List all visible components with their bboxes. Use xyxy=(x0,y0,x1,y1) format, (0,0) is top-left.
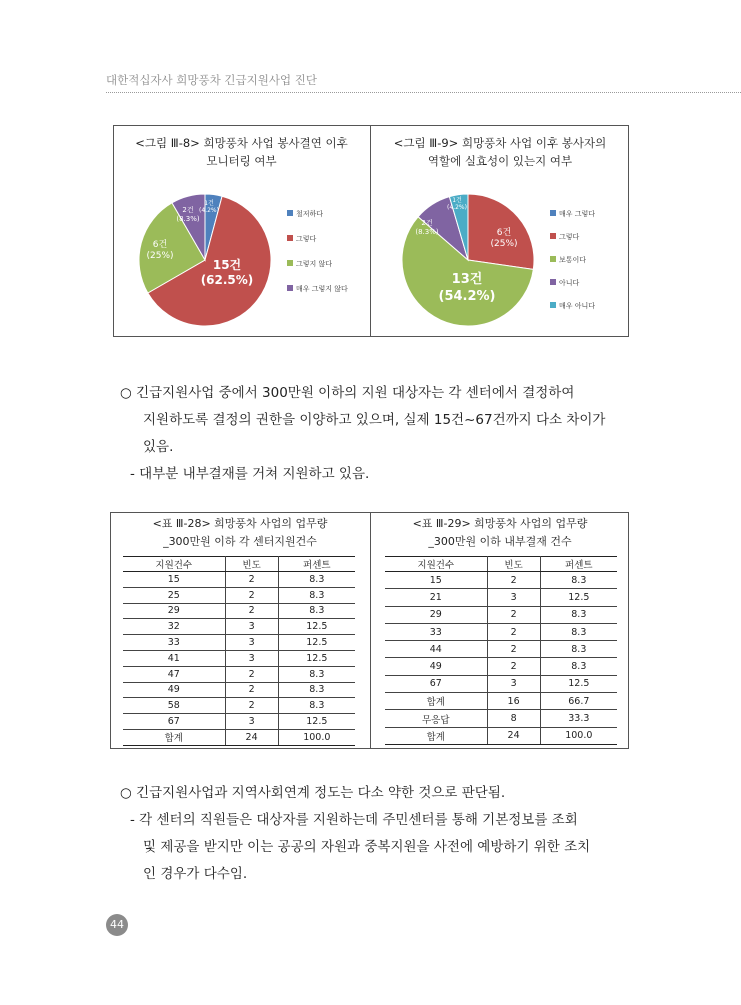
legend-item xyxy=(287,209,359,219)
cell-count: 29 xyxy=(385,606,487,623)
cell-percent: 100.0 xyxy=(278,729,355,745)
legend-item xyxy=(550,278,622,288)
legend-swatch xyxy=(287,260,293,266)
table-row xyxy=(385,572,617,589)
slice-label: (25%) xyxy=(490,239,518,249)
slice-label: 2건 xyxy=(182,206,194,214)
cell-percent: 12.5 xyxy=(540,589,617,606)
table-row xyxy=(123,635,355,651)
cell-count: 33 xyxy=(123,635,225,651)
legend-label: 보통이다 xyxy=(559,256,587,264)
cell-percent: 8.3 xyxy=(278,572,355,588)
header-frequency: 빈도 xyxy=(225,557,278,572)
table-row xyxy=(123,603,355,619)
table-row xyxy=(385,589,617,606)
table-row xyxy=(385,693,617,710)
table-row xyxy=(385,658,617,675)
legend-item xyxy=(287,284,359,294)
paragraph-1-line-2: 지원하도록 결정의 권한을 이양하고 있으며, 실제 15건~67건까지 다소 차이가 xyxy=(143,412,606,428)
cell-percent: 8.3 xyxy=(540,623,617,640)
slice-label: (62.5%) xyxy=(200,273,254,287)
figure-9-legend xyxy=(550,209,622,324)
table-row xyxy=(385,606,617,623)
table-28-title xyxy=(110,515,370,551)
cell-percent: 8.3 xyxy=(278,682,355,698)
pie-chart-figure-8 xyxy=(130,185,280,335)
legend-item xyxy=(550,255,622,265)
cell-percent: 100.0 xyxy=(540,727,617,744)
legend-label: 매우 아니다 xyxy=(559,302,596,310)
slice-label: 2건 xyxy=(421,219,433,227)
cell-frequency: 2 xyxy=(487,623,540,640)
cell-percent: 12.5 xyxy=(278,619,355,635)
legend-swatch xyxy=(550,210,556,216)
legend-swatch xyxy=(550,302,556,308)
cell-count: 41 xyxy=(123,650,225,666)
cell-percent: 12.5 xyxy=(278,714,355,730)
slice-label: 1건 xyxy=(452,197,462,204)
cell-percent: 12.5 xyxy=(278,650,355,666)
table-header-row xyxy=(385,557,617,572)
slice-label: (8.3%) xyxy=(415,228,439,236)
cell-percent: 66.7 xyxy=(540,693,617,710)
legend-label: 매우 그렇지 않다 xyxy=(296,285,348,293)
figure-9-title-line2: 역할에 실효성이 있는지 여부 xyxy=(427,154,573,168)
cell-percent: 8.3 xyxy=(278,603,355,619)
slice-label: (4.2%) xyxy=(199,207,219,214)
cell-count: 합계 xyxy=(385,727,487,744)
header-frequency: 빈도 xyxy=(487,557,540,572)
cell-frequency: 2 xyxy=(487,572,540,589)
pie-chart-figure-9 xyxy=(393,185,543,335)
paragraph-2-line-2: - 각 센터의 직원들은 대상자를 지원하는데 주민센터를 통해 기본정보를 조회 xyxy=(130,812,578,828)
cell-frequency: 16 xyxy=(487,693,540,710)
paragraph-community-link xyxy=(120,780,640,888)
cell-count: 21 xyxy=(385,589,487,606)
cell-count: 44 xyxy=(385,641,487,658)
legend-item xyxy=(550,209,622,219)
cell-count: 15 xyxy=(123,572,225,588)
cell-percent: 8.3 xyxy=(278,666,355,682)
table-header-row xyxy=(123,557,355,572)
cell-count: 합계 xyxy=(385,693,487,710)
cell-count: 33 xyxy=(385,623,487,640)
paragraph-2-line-4: 인 경우가 다수임. xyxy=(143,866,248,882)
cell-frequency: 24 xyxy=(487,727,540,744)
table-row xyxy=(123,682,355,698)
table-row xyxy=(385,727,617,744)
slice-label: 15건 xyxy=(212,258,242,272)
cell-frequency: 2 xyxy=(225,698,278,714)
table-row xyxy=(123,729,355,745)
slice-label: 1건 xyxy=(204,200,214,207)
cell-count: 47 xyxy=(123,666,225,682)
figure-8-title-line2: 모니터링 여부 xyxy=(206,154,277,168)
cell-frequency: 24 xyxy=(225,729,278,745)
legend-label: 아니다 xyxy=(559,279,580,287)
cell-frequency: 2 xyxy=(225,572,278,588)
cell-count: 15 xyxy=(385,572,487,589)
cell-count: 25 xyxy=(123,587,225,603)
cell-frequency: 2 xyxy=(225,603,278,619)
header-percent: 퍼센트 xyxy=(540,557,617,572)
legend-swatch xyxy=(550,256,556,262)
table-28 xyxy=(123,556,355,746)
cell-percent: 12.5 xyxy=(278,635,355,651)
figure-9-title xyxy=(371,134,629,170)
slice-label: (4.2%) xyxy=(447,204,467,211)
cell-count: 32 xyxy=(123,619,225,635)
table-row xyxy=(123,666,355,682)
legend-item xyxy=(287,259,359,269)
cell-percent: 33.3 xyxy=(540,710,617,727)
cell-percent: 8.3 xyxy=(278,698,355,714)
cell-frequency: 2 xyxy=(487,658,540,675)
legend-label: 매우 그렇다 xyxy=(559,210,596,218)
legend-swatch xyxy=(287,210,293,216)
table-row xyxy=(123,619,355,635)
cell-count: 49 xyxy=(385,658,487,675)
paragraph-2-line-3: 및 제공을 받지만 이는 공공의 자원과 중복지원을 사전에 예방하기 위한 조치 xyxy=(143,839,591,855)
cell-count: 합계 xyxy=(123,729,225,745)
table-29 xyxy=(385,556,617,745)
table-29-title-line2: _300만원 이하 내부결재 건수 xyxy=(428,535,572,548)
table-row xyxy=(123,572,355,588)
table-28-title-line2: _300만원 이하 각 센터지원건수 xyxy=(163,535,317,548)
slice-label: (54.2%) xyxy=(438,289,496,304)
table-29-title-line1: <표 Ⅲ-29> 희망풍차 사업의 업무량 xyxy=(412,517,588,530)
slice-label: (25%) xyxy=(146,251,174,261)
paragraph-1-line-4: - 대부분 내부결재를 거쳐 지원하고 있음. xyxy=(130,466,370,482)
cell-frequency: 2 xyxy=(225,666,278,682)
cell-frequency: 2 xyxy=(487,606,540,623)
header-count: 지원건수 xyxy=(123,557,225,572)
header-rule xyxy=(106,92,741,93)
legend-swatch xyxy=(287,285,293,291)
cell-frequency: 3 xyxy=(225,650,278,666)
legend-label: 그렇다 xyxy=(296,235,317,243)
figure-8-title xyxy=(113,134,370,170)
legend-label: 그렇지 않다 xyxy=(296,260,333,268)
slice-label: 13건 xyxy=(451,272,483,287)
cell-count: 49 xyxy=(123,682,225,698)
table-row xyxy=(385,675,617,692)
cell-frequency: 3 xyxy=(225,619,278,635)
running-header: 대한적십자사 희망풍차 긴급지원사업 진단 xyxy=(106,73,317,87)
legend-label: 철저하다 xyxy=(296,210,324,218)
cell-count: 무응답 xyxy=(385,710,487,727)
legend-swatch xyxy=(550,233,556,239)
table-row xyxy=(123,714,355,730)
page-number: 44 xyxy=(106,914,128,936)
table-row xyxy=(123,587,355,603)
legend-item xyxy=(550,232,622,242)
paragraph-1-line-1: ○ 긴급지원사업 중에서 300만원 이하의 지원 대상자는 각 센터에서 결정하여 xyxy=(120,385,575,401)
cell-frequency: 3 xyxy=(487,589,540,606)
legend-label: 그렇다 xyxy=(559,233,580,241)
table-row xyxy=(123,698,355,714)
cell-count: 58 xyxy=(123,698,225,714)
cell-count: 67 xyxy=(385,675,487,692)
header-percent: 퍼센트 xyxy=(278,557,355,572)
table-row xyxy=(385,641,617,658)
cell-percent: 8.3 xyxy=(540,658,617,675)
slice-label: 6건 xyxy=(152,240,168,250)
table-28-title-line1: <표 Ⅲ-28> 희망풍차 사업의 업무량 xyxy=(152,517,328,530)
table-row xyxy=(123,650,355,666)
legend-item xyxy=(550,301,622,311)
cell-frequency: 8 xyxy=(487,710,540,727)
cell-frequency: 2 xyxy=(225,587,278,603)
paragraph-1-line-3: 있음. xyxy=(143,439,174,455)
header-count: 지원건수 xyxy=(385,557,487,572)
cell-frequency: 3 xyxy=(487,675,540,692)
cell-frequency: 2 xyxy=(487,641,540,658)
cell-percent: 8.3 xyxy=(540,606,617,623)
cell-percent: 12.5 xyxy=(540,675,617,692)
cell-frequency: 2 xyxy=(225,682,278,698)
cell-frequency: 3 xyxy=(225,714,278,730)
paragraph-2-line-1: ○ 긴급지원사업과 지역사회연계 정도는 다소 약한 것으로 판단됨. xyxy=(120,785,506,801)
cell-count: 67 xyxy=(123,714,225,730)
cell-count: 29 xyxy=(123,603,225,619)
paragraph-delegation xyxy=(120,380,640,488)
cell-percent: 8.3 xyxy=(540,572,617,589)
figure-8-title-line1: <그림 Ⅲ-8> 희망풍차 사업 봉사결연 이후 xyxy=(135,136,348,150)
cell-percent: 8.3 xyxy=(540,641,617,658)
slice-label: (8.3%) xyxy=(176,215,200,223)
figure-9-title-line1: <그림 Ⅲ-9> 희망풍차 사업 이후 봉사자의 xyxy=(393,136,607,150)
table-29-title xyxy=(371,515,629,551)
slice-label: 6건 xyxy=(496,228,512,238)
cell-percent: 8.3 xyxy=(278,587,355,603)
legend-swatch xyxy=(550,279,556,285)
cell-frequency: 3 xyxy=(225,635,278,651)
legend-swatch xyxy=(287,235,293,241)
legend-item xyxy=(287,234,359,244)
table-row xyxy=(385,710,617,727)
figure-8-legend xyxy=(287,209,359,309)
table-row xyxy=(385,623,617,640)
